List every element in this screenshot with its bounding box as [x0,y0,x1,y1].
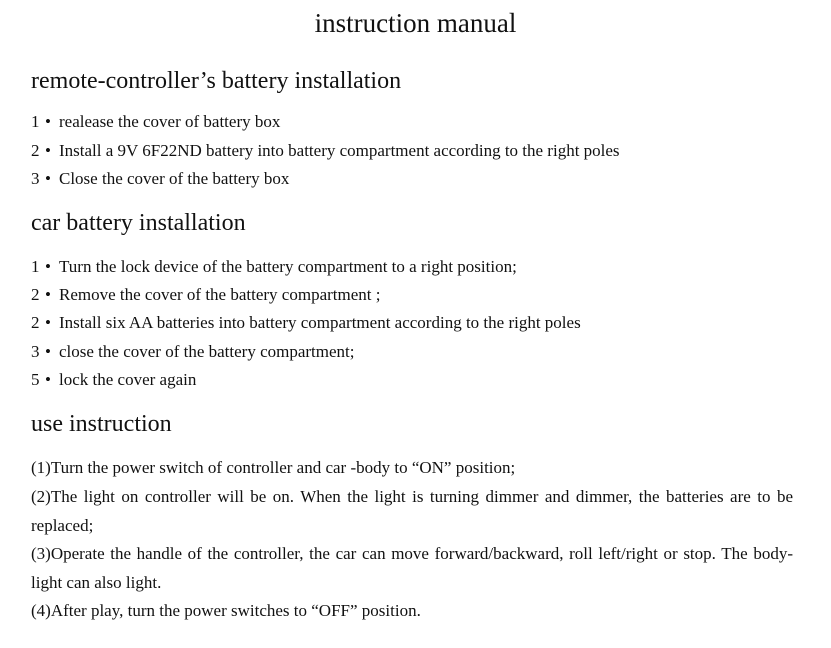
use-instruction-paragraph: (3)Operate the handle of the controller, the car can move forward/backward, roll left/right or stop. The body-light can also light. [31,544,793,592]
step-number: 2 [31,140,40,160]
step-number: 5 [31,369,40,389]
step-item [31,165,620,194]
step-text: Install six AA batteries into battery compartment according to the right poles [59,313,581,333]
bullet-icon: • [45,369,51,389]
step-text: Turn the lock device of the battery compartment to a right position; [59,257,517,276]
page-title: instruction manual [314,8,517,38]
section-heading-use-instruction: use instruction [31,411,172,437]
step-number: 2 [31,285,40,305]
use-instruction-paragraph: (4)After play, turn the power switches to “OFF” position. [31,601,421,620]
use-instruction-paragraph: (1)Turn the power switch of controller and car -body to “ON” position; [31,458,516,477]
bullet-icon: • [45,140,51,160]
step-number: 2 [31,313,40,333]
step-number: 3 [31,169,40,188]
remote-battery-steps [31,108,620,194]
step-text: close the cover of the battery compartment; [59,341,355,361]
step-text: realease the cover of battery box [59,112,281,131]
step-number: 1 [31,112,40,131]
step-number: 3 [31,341,40,361]
step-item [31,253,581,281]
bullet-icon: • [45,285,51,305]
step-item [31,366,581,394]
bullet-icon: • [45,313,51,333]
step-item [31,281,581,309]
step-text: Install a 9V 6F22ND battery into battery compartment according to the right poles [59,140,620,160]
use-instruction-paragraph: (2)The light on controller will be on. When the light is turning dimmer and dimmer, the batteries are to be replaced; [31,487,793,535]
step-text: lock the cover again [59,369,197,389]
step-item [31,137,620,166]
bullet-icon: • [45,112,51,131]
bullet-icon: • [45,257,51,276]
step-item [31,309,581,337]
section-heading-car-battery: car battery installation [31,210,246,236]
step-item [31,338,581,366]
step-item [31,108,620,137]
bullet-icon: • [45,169,51,188]
step-text: Remove the cover of the battery compartment ; [59,285,381,305]
step-text: Close the cover of the battery box [59,169,290,188]
car-battery-steps [31,253,581,394]
bullet-icon: • [45,341,51,361]
step-number: 1 [31,257,40,276]
section-heading-remote-battery: remote-controller’s battery installation [31,68,402,94]
